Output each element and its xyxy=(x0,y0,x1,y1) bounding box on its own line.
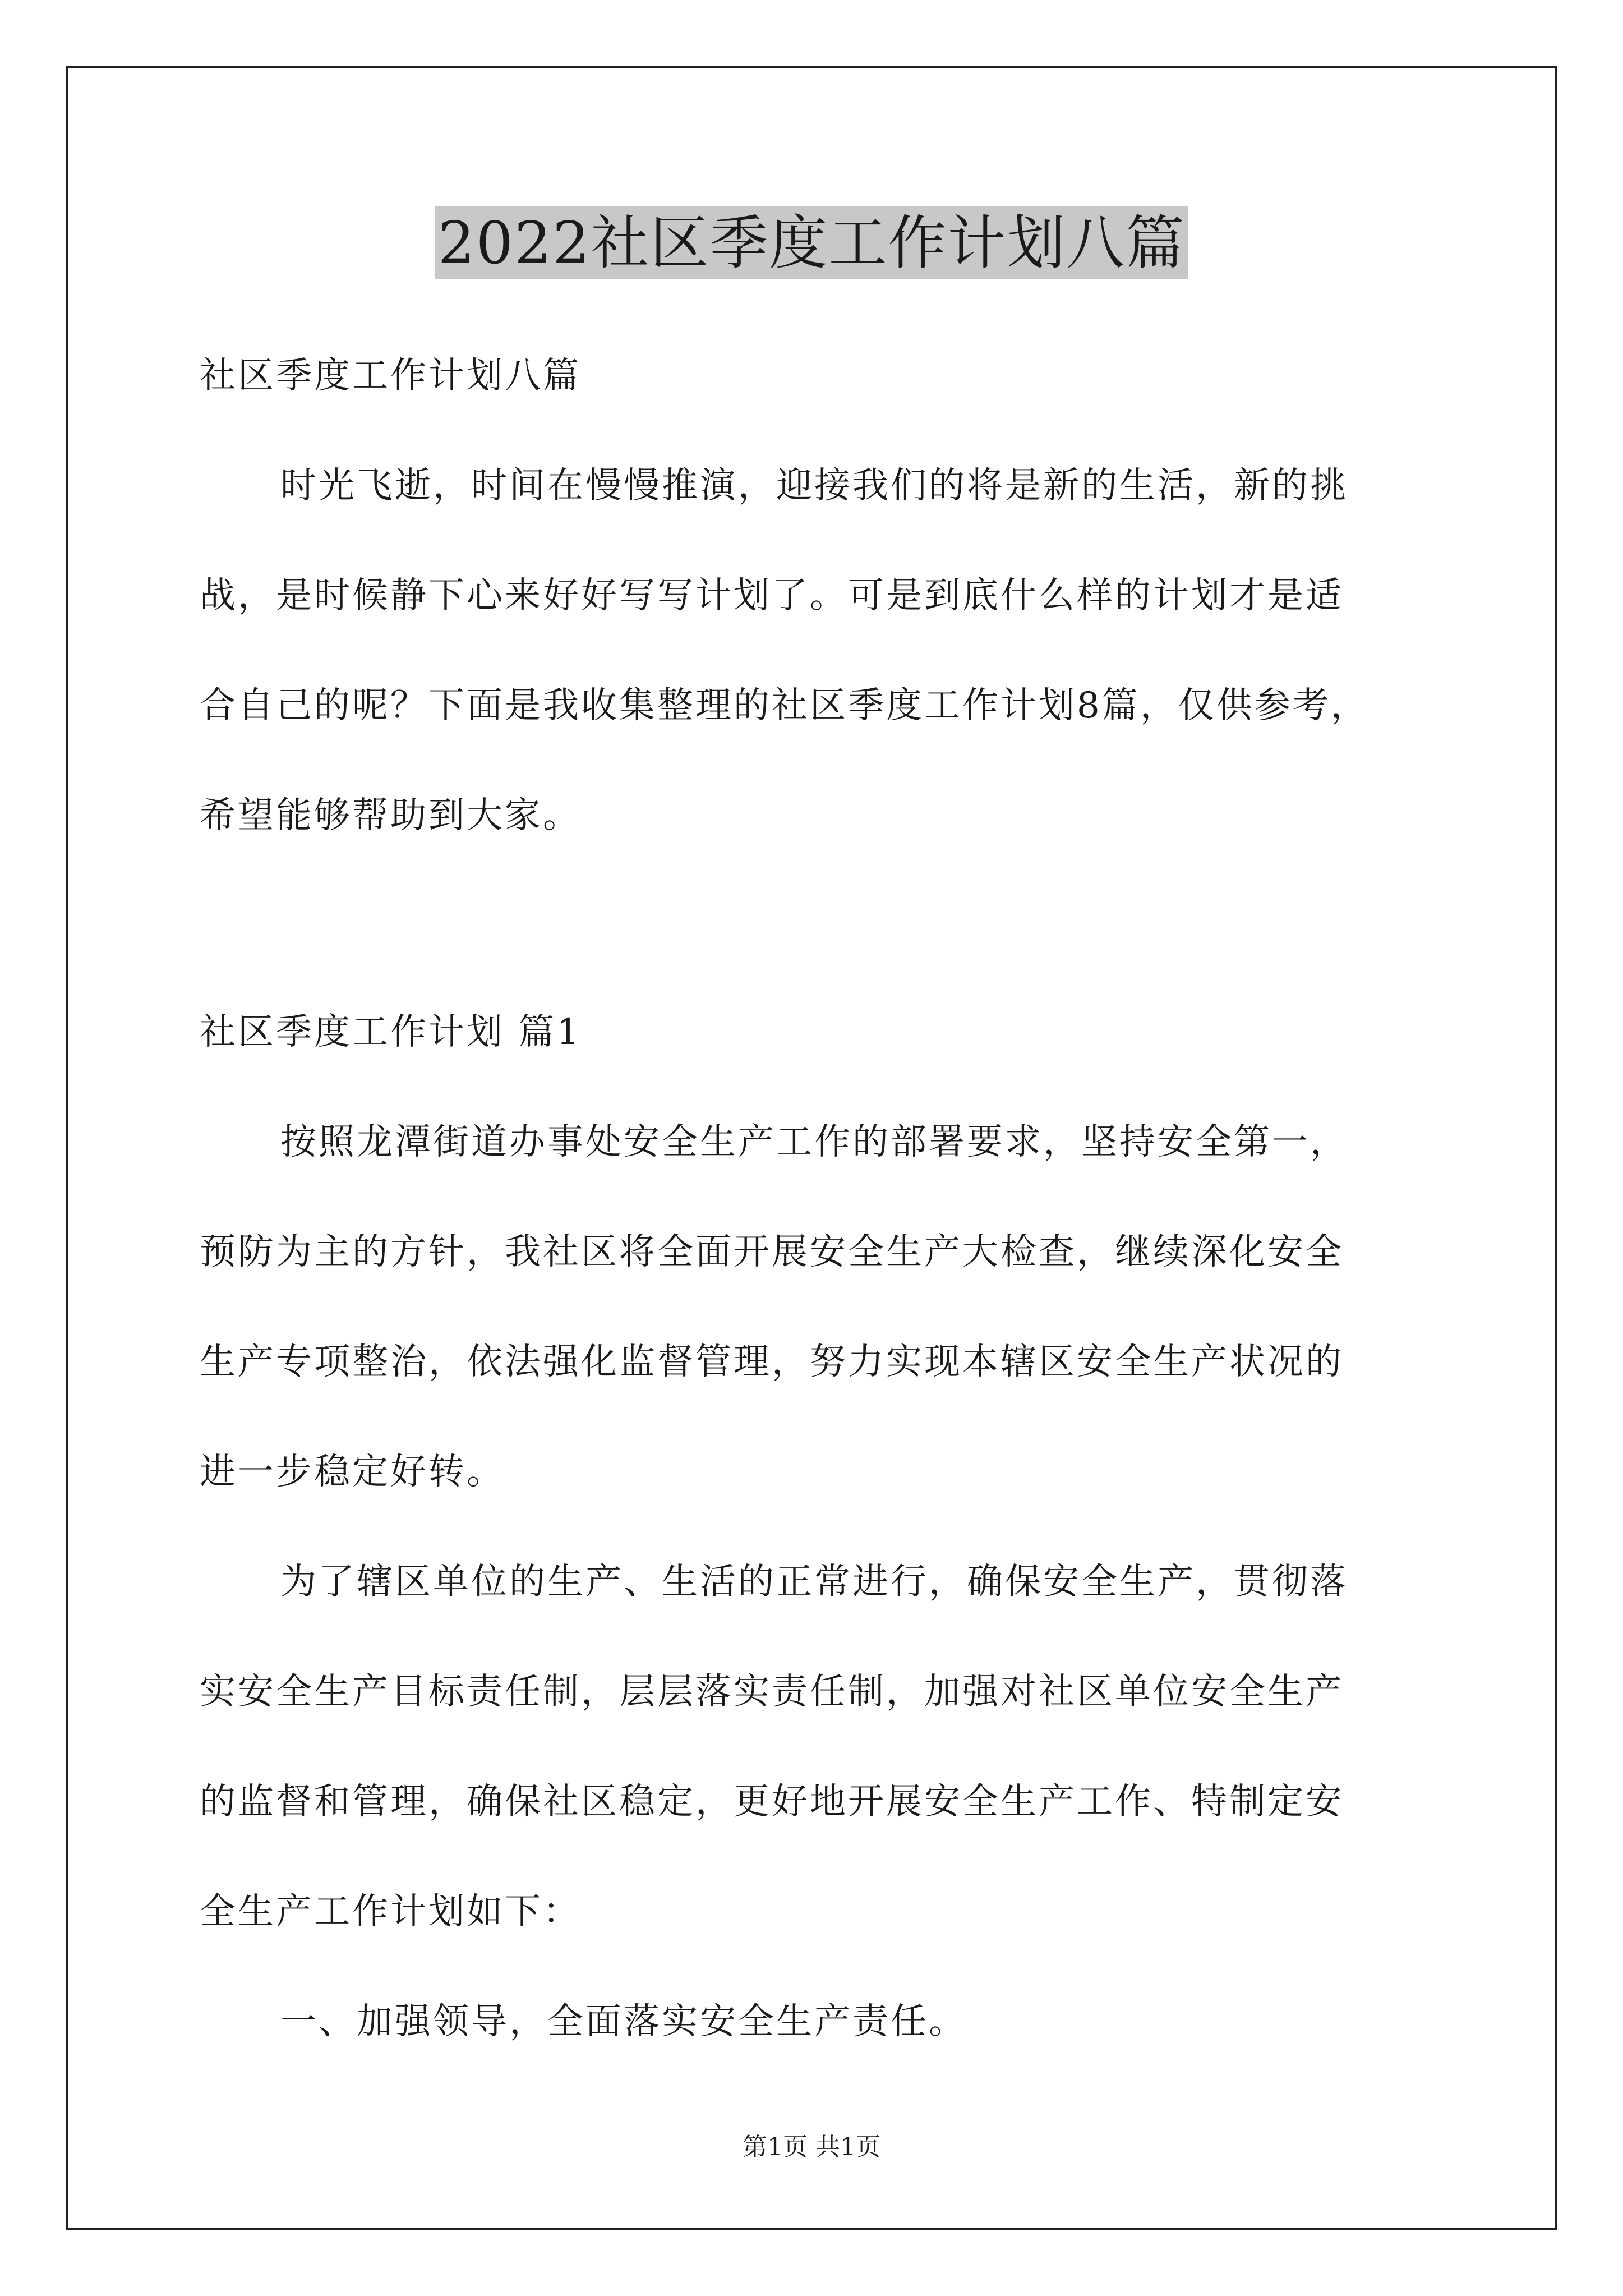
paragraph-line: 时光飞逝，时间在慢慢推演，迎接我们的将是新的生活，新的挑 xyxy=(280,465,1348,507)
paragraph-line: 按照龙潭街道办事处安全生产工作的部署要求，坚持安全第一， xyxy=(280,1121,1348,1163)
paragraph-line: 预防为主的方针，我社区将全面开展安全生产大检查，继续深化安全 xyxy=(200,1231,1344,1273)
section-heading: 社区季度工作计划 篇1 xyxy=(200,1011,582,1053)
paragraph-line: 一、加强领导，全面落实安全生产责任。 xyxy=(280,2001,967,2042)
paragraph-line: 进一步稳定好转。 xyxy=(200,1451,505,1493)
paragraph-line: 全生产工作计划如下： xyxy=(200,1891,581,1932)
paragraph-line: 战，是时候静下心来好好写写计划了。可是到底什么样的计划才是适 xyxy=(200,575,1344,616)
page-footer: 第1页 共1页 xyxy=(743,2133,880,2161)
paragraph-line: 为了辖区单位的生产、生活的正常进行，确保安全生产，贯彻落 xyxy=(280,1561,1348,1603)
paragraph-line: 实安全生产目标责任制，层层落实责任制，加强对社区单位安全生产 xyxy=(200,1671,1344,1713)
document-title: 2022社区季度工作计划八篇 xyxy=(435,206,1189,279)
intro-heading: 社区季度工作计划八篇 xyxy=(200,355,581,397)
paragraph-line: 合自己的呢？下面是我收集整理的社区季度工作计划8篇，仅供参考， xyxy=(200,685,1369,726)
paragraph-line: 希望能够帮助到大家。 xyxy=(200,795,581,836)
paragraph-line: 的监督和管理，确保社区稳定，更好地开展安全生产工作、特制定安 xyxy=(200,1781,1344,1823)
title-container xyxy=(0,206,1623,279)
paragraph-line: 生产专项整治，依法强化监督管理，努力实现本辖区安全生产状况的 xyxy=(200,1341,1344,1383)
